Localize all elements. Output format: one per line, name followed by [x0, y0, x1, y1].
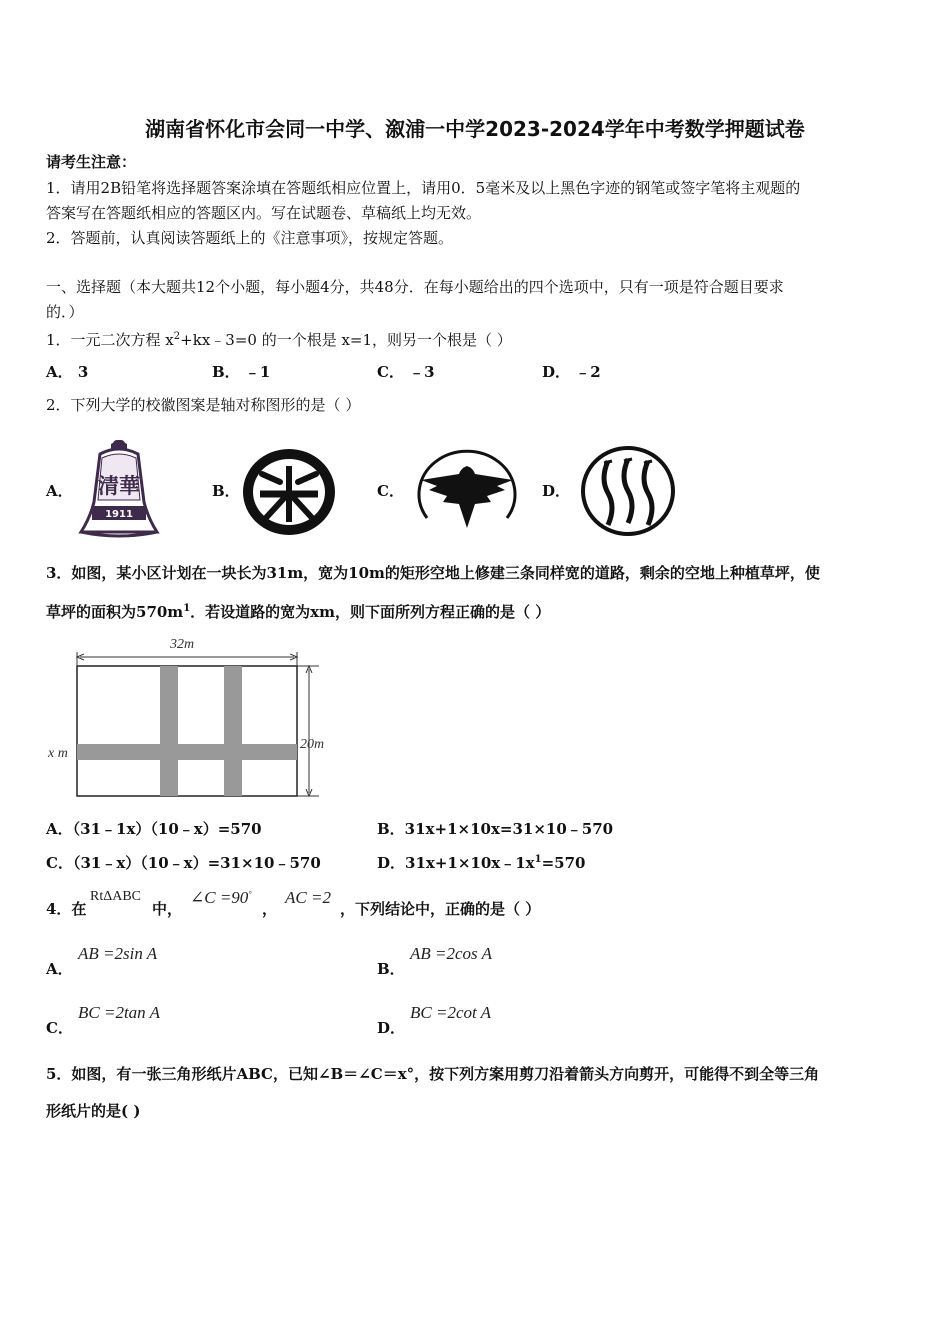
q1-option-c[interactable]: C． ﹣3 — [377, 363, 435, 381]
q4-option-d-expr: BC =2cot A — [410, 1003, 492, 1022]
q4-stem-a: 4．在 — [46, 900, 87, 918]
q1-option-a[interactable]: A． 3 — [46, 363, 89, 381]
q4-option-a-label[interactable]: A． — [46, 960, 73, 978]
q4-stem-c: ，下列结论中，正确的是（ ） — [340, 900, 541, 918]
tsinghua-bell-logo-icon — [78, 440, 160, 540]
q4-option-a-expr: AB =2sin A — [78, 944, 158, 963]
q4-angle: ∠C =90° — [190, 888, 252, 907]
q5-stem-line2: 形纸片的是( ) — [46, 1102, 141, 1120]
q4-stem-b: 中， — [152, 900, 183, 918]
page-title: 湖南省怀化市会同一中学、溆浦一中学2023-2024学年中考数学押题试卷 — [145, 117, 805, 141]
q3-option-b[interactable]: B．31x+1×10x=31×10﹣570 — [377, 820, 614, 838]
eagle-logo-icon — [413, 444, 521, 534]
q2-option-a-label[interactable]: A． — [46, 482, 73, 500]
q4-option-c-label[interactable]: C． — [46, 1019, 73, 1037]
q3-stem-line1: 3．如图，某小区计划在一块长为31m，宽为10m的矩形空地上修建三条同样宽的道路，剩余的空地上种植草坪，使 — [46, 564, 820, 582]
q4-option-c-expr: BC =2tan A — [78, 1003, 160, 1022]
pku-logo-icon — [240, 446, 338, 538]
logo-a-year: 1911 — [105, 509, 133, 520]
q2-option-b-label[interactable]: B． — [212, 482, 240, 500]
road-vertical-2 — [224, 666, 242, 796]
road-horizontal — [77, 744, 297, 760]
q3-rectangle-figure — [44, 632, 344, 807]
section-heading-2: 的．） — [46, 303, 84, 321]
q2-stem: 2．下列大学的校徽图案是轴对称图形的是（ ） — [46, 396, 361, 414]
q5-stem-line1: 5．如图，有一张三角形纸片ABC，已知∠B＝∠C＝x°，按下列方案用剪刀沿着箭头方向剪开，可能得不到全等三角 — [46, 1065, 820, 1083]
notice-line-2: 2．答题前，认真阅读答题纸上的《注意事项》，按规定答题。 — [46, 229, 454, 247]
q1-stem: 1．一元二次方程 $x^2+kx﹣3=0$ 的一个根是 x=1，则另一个根是（ ） — [46, 331, 512, 349]
q4-option-b-label[interactable]: B． — [377, 960, 405, 978]
figure-width-label: 32m — [169, 637, 195, 652]
q1-option-b[interactable]: B． ﹣1 — [212, 363, 271, 381]
q2-option-d-label[interactable]: D． — [542, 482, 571, 500]
q2-option-c-label[interactable]: C． — [377, 482, 404, 500]
notice-heading: 请考生注意： — [46, 153, 137, 171]
figure-road-label: x m — [48, 746, 68, 761]
q3-option-c[interactable]: C．（31﹣x）（10﹣x）=31×10﹣570 — [46, 854, 321, 872]
road-vertical-1 — [160, 666, 178, 796]
q3-option-a[interactable]: A．（31﹣1x）（10﹣x）=570 — [46, 820, 262, 838]
logo-a-text: 清華 — [98, 474, 140, 498]
q4-option-b-expr: AB =2cos A — [410, 944, 492, 963]
figure-height-label: 20m — [300, 737, 325, 752]
q4-triangle: RtΔABC — [90, 889, 142, 904]
notice-line-1: 1．请用2B铅笔将选择题答案涂填在答题纸相应位置上，请用0．5毫米及以上黑色字迹的钢笔或签字笔将主观题的 — [46, 179, 801, 197]
q3-option-d[interactable]: D．$31x+1\times 10x﹣1x^1=570$ — [377, 854, 586, 872]
q4-comma: ， — [262, 900, 278, 918]
notice-line-1b: 答案写在答题纸相应的答题区内。写在试题卷、草稿纸上均无效。 — [46, 204, 482, 222]
q3-stem-line2: 草坪的面积为$570m^1$．若设道路的宽为xm，则下面所列方程正确的是（ ） — [46, 603, 551, 621]
wave-logo-icon — [580, 445, 676, 537]
q1-option-d[interactable]: D． ﹣2 — [542, 363, 601, 381]
q4-ac: AC =2 — [285, 888, 331, 907]
q4-option-d-label[interactable]: D． — [377, 1019, 406, 1037]
section-heading-1: 一、选择题（本大题共12个小题，每小题4分，共48分．在每小题给出的四个选项中，只有一项是符合题目要求 — [46, 278, 784, 296]
